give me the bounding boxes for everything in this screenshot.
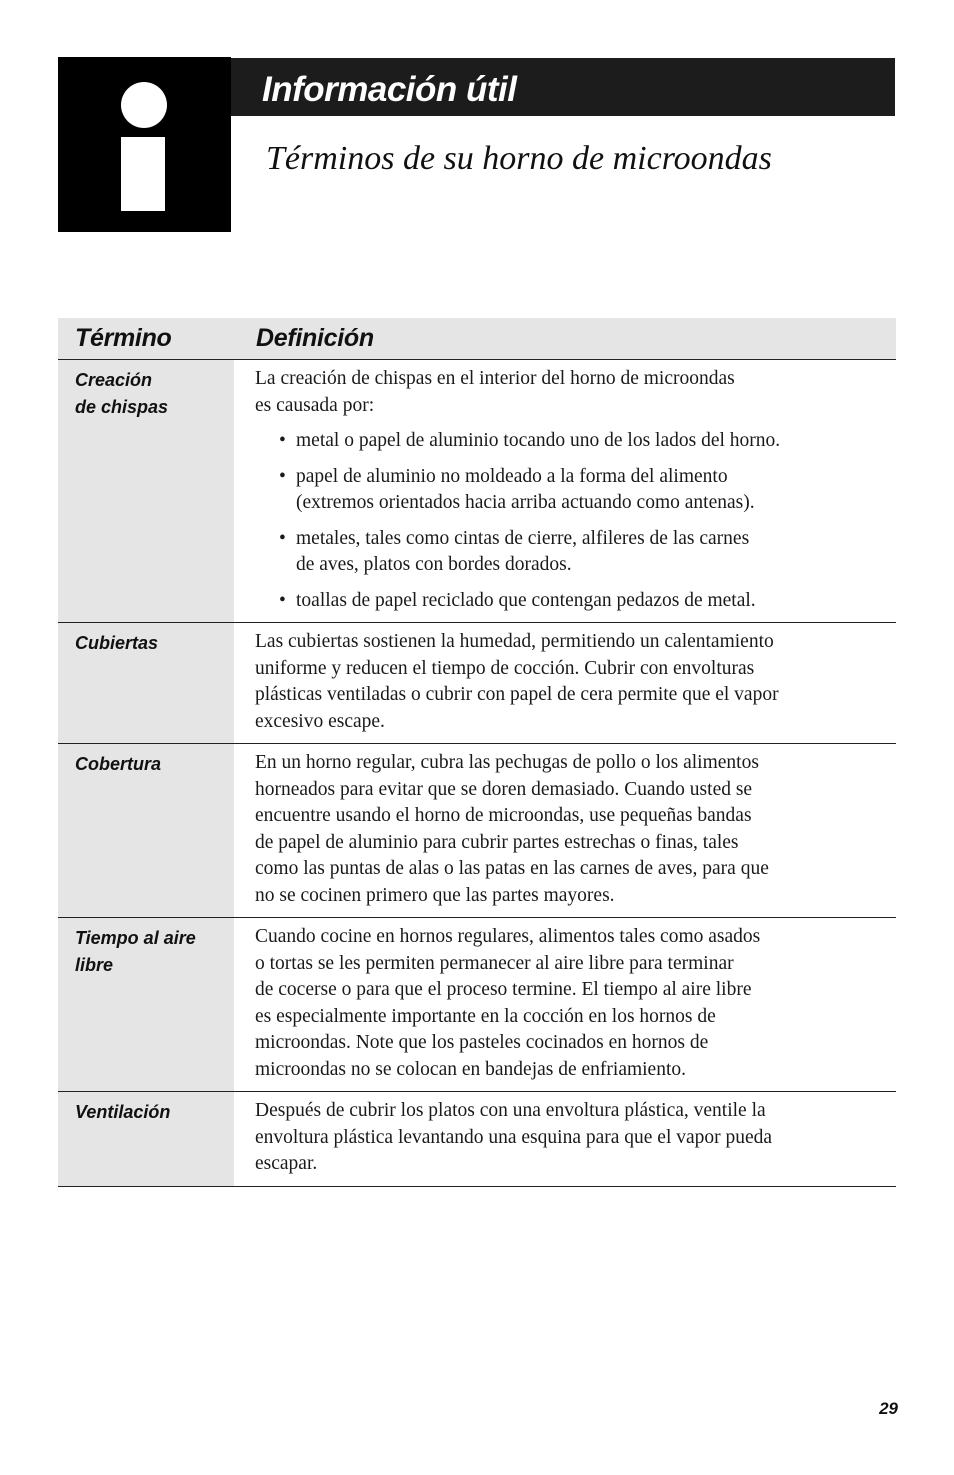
definition-text: Las cubiertas sostienen la humedad, permitiendo un calentamiento uniforme y reducen el tiempo de cocción. Cubrir con envolturas plásticas ventiladas o cubrir con papel de cera permite que el vapor excesivo escape. bbox=[255, 631, 779, 732]
table-row bbox=[58, 623, 896, 744]
definition-cell bbox=[234, 623, 896, 744]
page-number: 29 bbox=[879, 1399, 898, 1418]
section-title: Información útil bbox=[262, 70, 517, 109]
bullet-item: • metales, tales como cintas de cierre, alfileres de las carnes de aves, platos con bordes dorados. bbox=[255, 526, 896, 579]
definition-cell bbox=[234, 918, 896, 1092]
glossary-table-body bbox=[58, 360, 896, 1187]
term-cell: Creación de chispas bbox=[58, 360, 234, 623]
information-i-icon-stem bbox=[121, 137, 165, 211]
glossary-table-header bbox=[58, 318, 896, 360]
definition-text: La creación de chispas en el interior del horno de microondas es causada por: bbox=[255, 368, 735, 416]
definition-text: Después de cubrir los platos con una envoltura plástica, ventile la envoltura plástica levantando una esquina para que el vapor pueda escapar. bbox=[255, 1100, 773, 1174]
table-row bbox=[58, 744, 896, 918]
term-cell: Cobertura bbox=[58, 744, 234, 918]
term-cell: Ventilación bbox=[58, 1092, 234, 1187]
column-header-definition: Definición bbox=[234, 318, 896, 360]
definition-bullet-list bbox=[255, 428, 896, 614]
definition-cell bbox=[234, 1092, 896, 1187]
definition-text: En un horno regular, cubra las pechugas de pollo o los alimentos horneados para evitar que se doren demasiado. Cuando usted se encuentre usando el horno de microondas, use pequeñas bandas de papel de aluminio para cubrir partes estrechas o finas, tales como las puntas de alas o las patas en las carnes de aves, para que no se cocinen primero que las partes mayores. bbox=[255, 752, 769, 906]
table-row bbox=[58, 918, 896, 1092]
definition-cell bbox=[234, 744, 896, 918]
page-subtitle: Términos de su horno de microondas bbox=[266, 140, 772, 177]
glossary-table bbox=[58, 318, 896, 1187]
definition-text: Cuando cocine en hornos regulares, alimentos tales como asados o tortas se les permiten permanecer al aire libre para terminar de cocerse o para que el proceso termine. El tiempo al aire libre es especialmente importante en la cocción en los hornos de microondas. Note que los pasteles cocinados en hornos de microondas no se colocan en bandejas de enfriamiento. bbox=[255, 926, 761, 1080]
table-row bbox=[58, 360, 896, 623]
bullet-item: • papel de aluminio no moldeado a la forma del alimento (extremos orientados hacia arriba actuando como antenas). bbox=[255, 464, 896, 517]
definition-cell bbox=[234, 360, 896, 623]
term-cell: Tiempo al aire libre bbox=[58, 918, 234, 1092]
bullet-item: • toallas de papel reciclado que contengan pedazos de metal. bbox=[255, 588, 896, 615]
bullet-item: • metal o papel de aluminio tocando uno de los lados del horno. bbox=[255, 428, 896, 455]
table-row bbox=[58, 1092, 896, 1187]
term-cell: Cubiertas bbox=[58, 623, 234, 744]
information-i-icon-dot bbox=[121, 82, 167, 128]
column-header-term: Término bbox=[58, 318, 234, 360]
